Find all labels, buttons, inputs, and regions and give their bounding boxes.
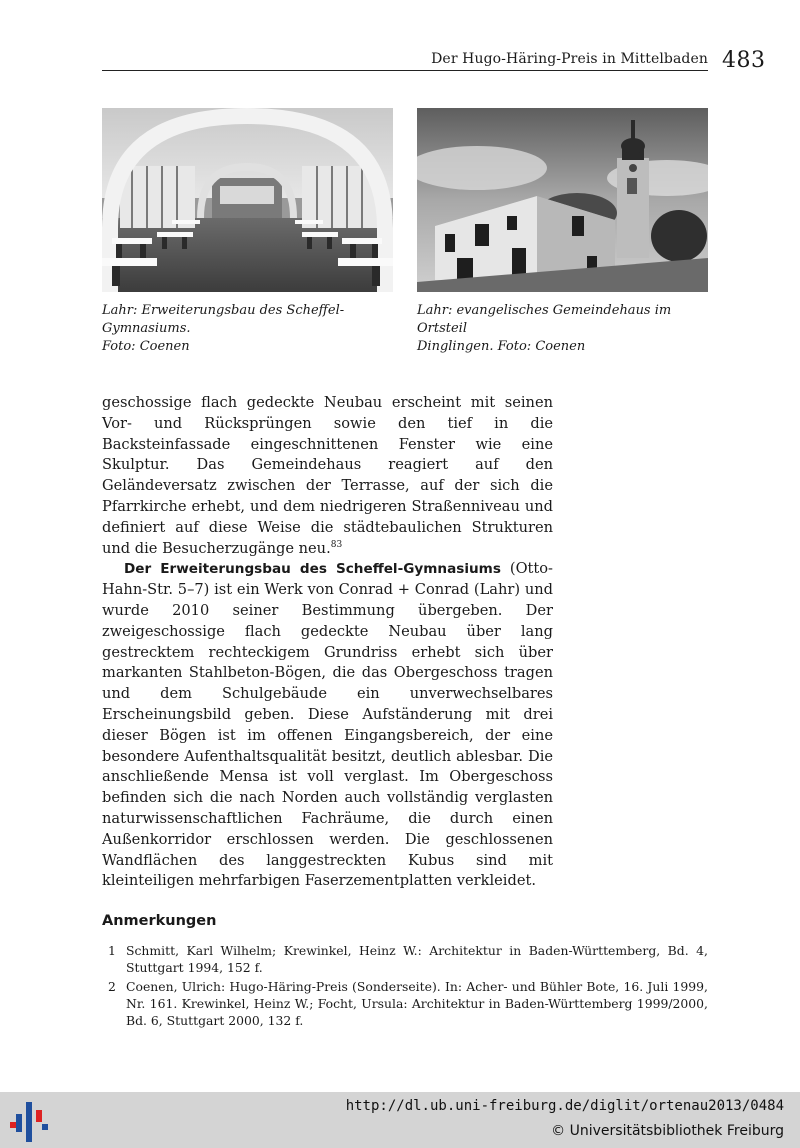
body-paragraph: [102, 559, 553, 892]
note-text: Schmitt, Karl Wilhelm; Krewinkel, Heinz W.: Architektur in Baden-Württemberg, Bd. 4, Stuttgart 1994, 152 f.: [126, 943, 708, 975]
page-number: 483: [722, 48, 766, 73]
footnote-ref: 83: [330, 539, 343, 550]
note-number: 1: [108, 943, 116, 958]
caption-scheffel-gymnasium: [102, 302, 402, 356]
caption-line: Lahr: Erweiterungsbau des Scheffel-Gymnasiums.: [102, 303, 345, 336]
paragraph-text: geschossige flach gedeckte Neubau erscheint mit seinen Vor- und Rücksprüngen sowie den tief in die Backsteinfassade eingeschnittenen Fenster wie eine Skulptur. Das Gemeindehaus reagiert auf den Geländeversatz zwischen der Terrasse, auf der sich die Pfarrkirche erhebt, und dem niedrigeren Straßenniveau und definiert auf diese Weise die städtebaulichen Strukturen und die Besucherzugänge neu.: [102, 394, 553, 557]
paragraph-lead: Der Erweiterungsbau des Scheffel-Gymnasiums: [124, 561, 501, 578]
note-item: [102, 942, 708, 976]
header-rule: [102, 70, 708, 71]
body-text: [102, 393, 553, 892]
footer-copyright: © Universitätsbibliothek Freiburg: [551, 1123, 784, 1139]
library-logo-icon: [10, 1100, 50, 1148]
caption-line: Foto: Coenen: [102, 339, 190, 354]
footer-url-link[interactable]: http://dl.ub.uni-freiburg.de/diglit/ortenau2013/0484: [345, 1098, 784, 1114]
paragraph-text: (Otto-Hahn-Str. 5–7) ist ein Werk von Conrad + Conrad (Lahr) und wurde 2010 seiner Bestimmung übergeben. Der zweigeschossige flach gedeckte Neubau über lang gestrecktem rechteckigem Grundriss erhebt sich über markanten Stahlbeton-Bögen, die das Obergeschoss tragen und dem Schulgebäude ein unverwechselbares Erscheinungsbild geben. Diese Aufständerung mit drei dieser Bögen ist im offenen Eingangsbereich, der eine besondere Aufenthaltsqualität besitzt, deutlich ablesbar. Die anschließende Mensa ist voll verglast. Im Obergeschoss befinden sich die nach Norden auch vollständig verglasten naturwissenschaftlichen Fachräume, die durch einen Außenkorridor erschlossen werden. Die geschlossenen Wandflächen des langgestreckten Kubus sind mit kleinteiligen mehrfarbigen Faserzementplatten verkleidet.: [102, 560, 553, 890]
caption-line: Lahr: evangelisches Gemeindehaus im Ortsteil: [417, 303, 672, 336]
note-number: 2: [108, 979, 116, 994]
body-paragraph: [102, 393, 553, 559]
notes-list: [102, 942, 708, 1031]
note-item: [102, 978, 708, 1029]
note-text: Coenen, Ulrich: Hugo-Häring-Preis (Sonderseite). In: Acher- und Bühler Bote, 16. Juli 1999, Nr. 161. Krewinkel, Heinz W.; Focht, Ursula: Architektur in Baden-Württemberg 1999/2000, Bd. 6, Stuttgart 2000, 132 f.: [126, 979, 708, 1028]
photo-scheffel-gymnasium: [102, 108, 393, 292]
notes-heading: Anmerkungen: [102, 913, 217, 929]
running-title: Der Hugo-Häring-Preis in Mittelbaden: [431, 51, 708, 67]
caption-line: Dinglingen. Foto: Coenen: [417, 339, 586, 354]
photo-gemeindehaus-dinglingen: [417, 108, 708, 292]
caption-gemeindehaus: [417, 302, 717, 356]
